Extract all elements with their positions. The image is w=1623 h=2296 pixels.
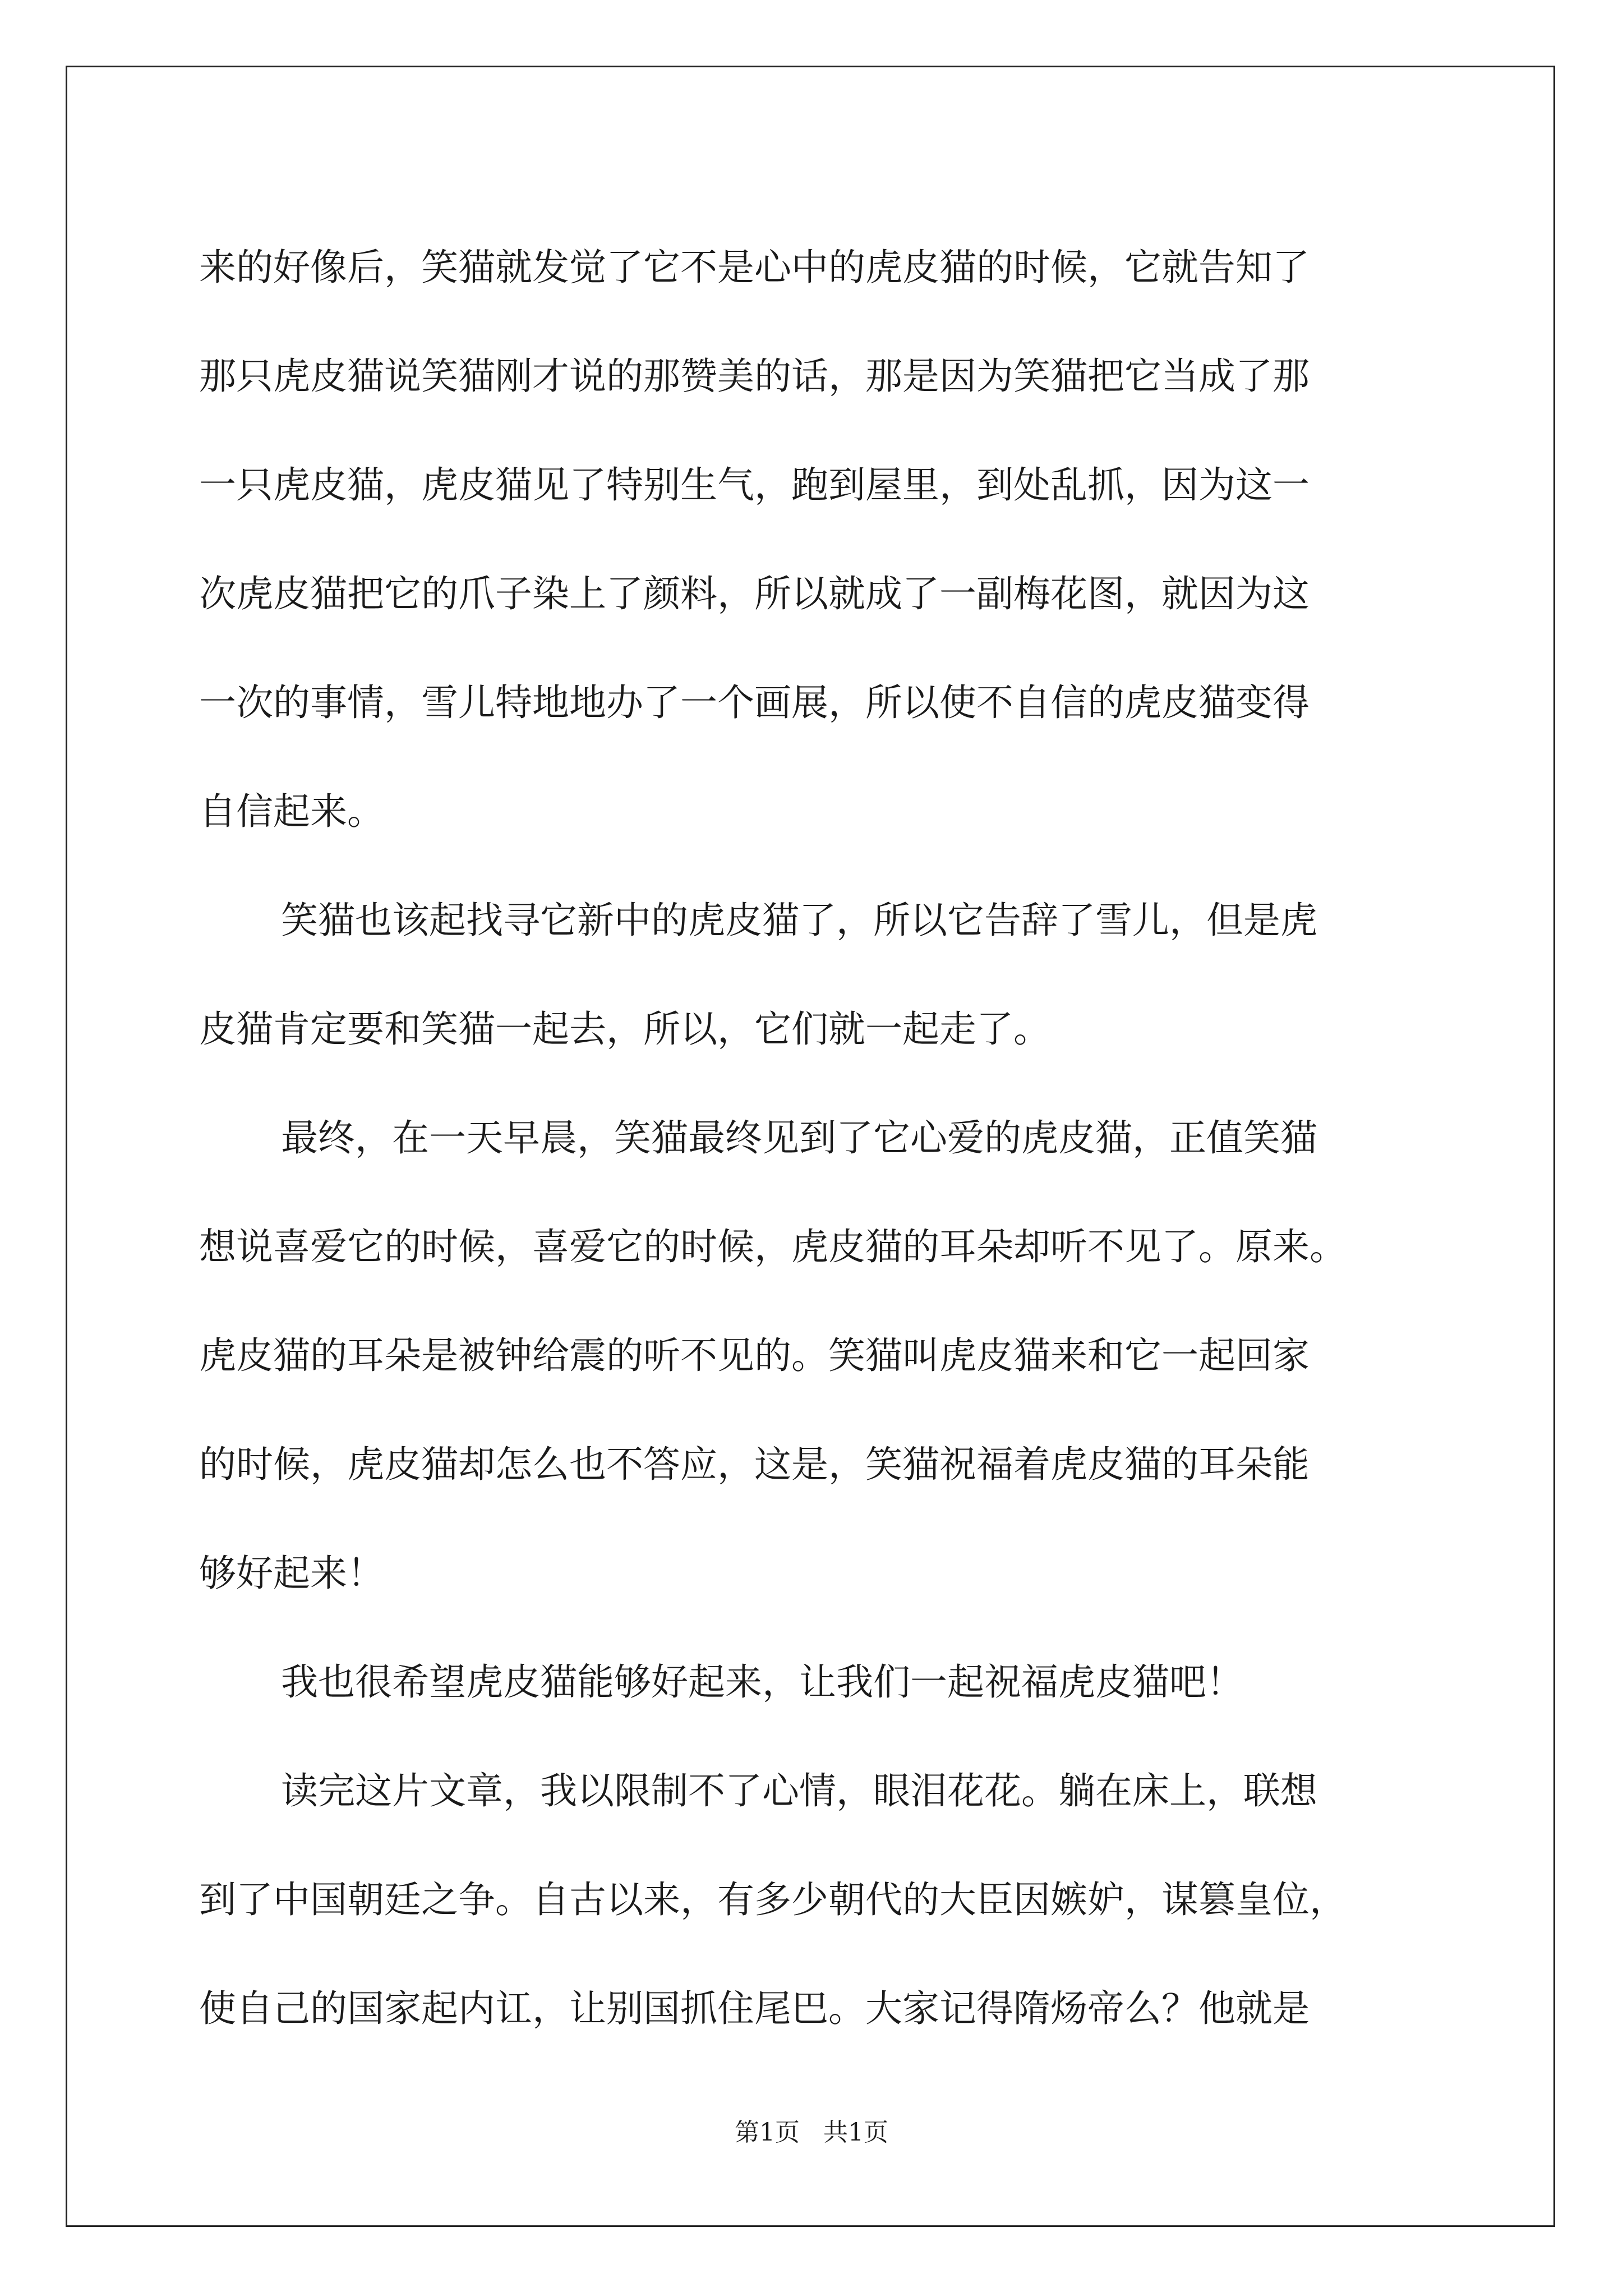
text-line: 次虎皮猫把它的爪子染上了颜料，所以就成了一副梅花图，就因为这: [199, 572, 1310, 615]
text-line: 想说喜爱它的时候，喜爱它的时候，虎皮猫的耳朵却听不见了。原来。: [199, 1225, 1347, 1268]
page-footer: [0, 2112, 1623, 2148]
page-total: 共1页: [823, 2118, 888, 2147]
page-number: 第1页: [735, 2118, 800, 2147]
text-line: 一次的事情，雪儿特地地办了一个画展，所以使不自信的虎皮猫变得: [199, 681, 1310, 724]
text-line: 一只虎皮猫，虎皮猫见了特别生气，跑到屋里，到处乱抓，因为这一: [199, 463, 1310, 507]
paragraph-first-line: 最终，在一天早晨，笑猫最终见到了它心爱的虎皮猫，正值笑猫: [281, 1116, 1317, 1159]
text-line: 虎皮猫的耳朵是被钟给震的听不见的。笑猫叫虎皮猫来和它一起回家: [199, 1334, 1310, 1377]
text-line: 皮猫肯定要和笑猫一起去，所以，它们就一起走了。: [199, 1007, 1050, 1051]
text-line: 来的好像后，笑猫就发觉了它不是心中的虎皮猫的时候，它就告知了: [199, 246, 1310, 289]
text-line: 够好起来！: [199, 1552, 384, 1595]
text-line: 那只虎皮猫说笑猫刚才说的那赞美的话，那是因为笑猫把它当成了那: [199, 355, 1310, 398]
paragraph-first-line: 我也很希望虎皮猫能够好起来，让我们一起祝福虎皮猫吧！: [281, 1660, 1243, 1704]
text-line: 自信起来。: [199, 790, 384, 833]
document-body: [199, 213, 1427, 2063]
text-line: 使自己的国家起内讧，让别国抓住尾巴。大家记得隋炀帝么？他就是: [199, 1987, 1310, 2030]
text-line: 到了中国朝廷之争。自古以来，有多少朝代的大臣因嫉妒，谋篡皇位，: [199, 1878, 1347, 1921]
paragraph-first-line: 笑猫也该起找寻它新中的虎皮猫了，所以它告辞了雪儿，但是虎: [281, 899, 1317, 942]
text-line: 的时候，虎皮猫却怎么也不答应，这是，笑猫祝福着虎皮猫的耳朵能: [199, 1443, 1310, 1486]
paragraph-first-line: 读完这片文章，我以限制不了心情，眼泪花花。躺在床上，联想: [281, 1769, 1317, 1812]
